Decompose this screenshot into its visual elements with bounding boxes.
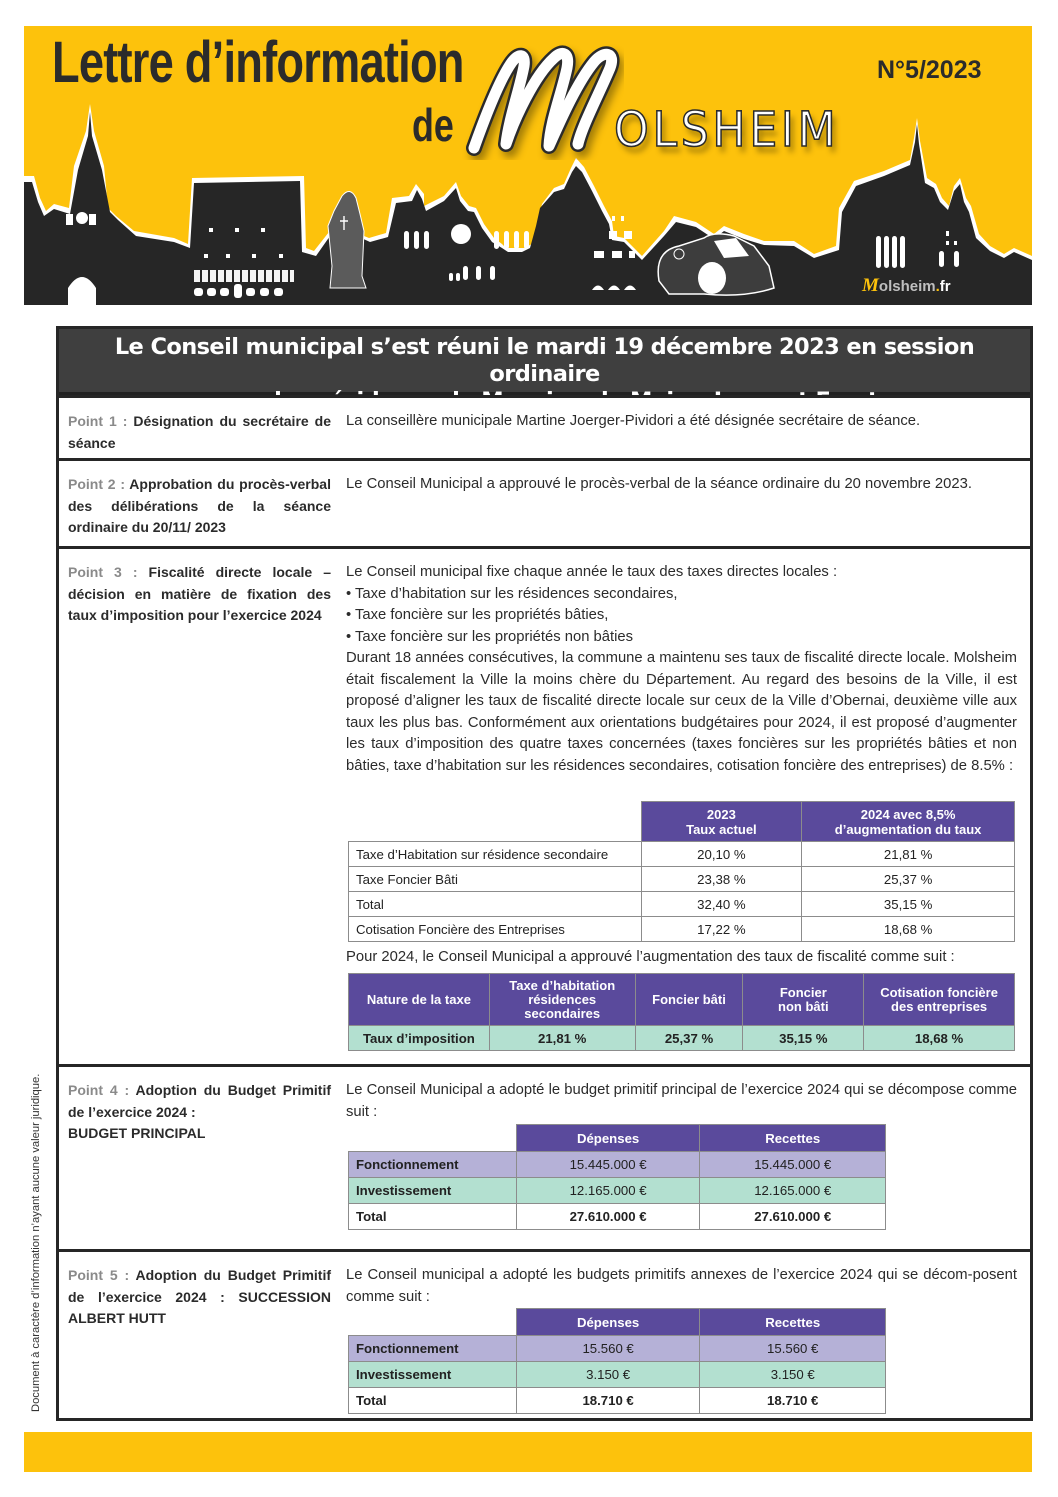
depenses-value: 15.445.000 € bbox=[516, 1152, 700, 1178]
row-label: Taux d’imposition bbox=[349, 1026, 490, 1051]
point-title-sub: BUDGET PRINCIPAL bbox=[68, 1125, 206, 1141]
fiscal-paragraph: Durant 18 années consécutives, la commune a maintenu ses taux de fiscalité directe locale. Molsheim était fiscalement la Ville la moins chère du Département. Au regard des besoins de la Ville, il est proposé d’aligner les taux de fiscalité directe locale sur ceux de la Ville d’Obernai, deuxième ville aux taux les plus bas. Conformément aux orientations budgétaires pour 2024, il est proposé d’augmenter les taux d’imposition des quatre taxes concernées (taxes foncières sur les propriétés bâties et non bâties, taxe d’habitation sur les résidences secondaires, cotisation foncière des entreprises) de 8.5% : bbox=[346, 650, 1017, 774]
point-number: Point 4 : bbox=[68, 1082, 130, 1098]
point-2-label bbox=[68, 474, 331, 539]
session-heading bbox=[59, 329, 1030, 414]
col-header-cfe bbox=[864, 974, 1015, 1026]
point-number: Point 3 : bbox=[68, 564, 138, 580]
table-header-empty bbox=[349, 802, 642, 842]
header-line: des entreprises bbox=[891, 998, 988, 1014]
header-line: Taxe d’habitation bbox=[509, 977, 616, 993]
col-header-recettes: Recettes bbox=[700, 1309, 886, 1336]
point-2-body: Le Conseil Municipal a approuvé le procès-verbal de la séance ordinaire du 20 novembre 2023. bbox=[346, 476, 972, 492]
row-label: Total bbox=[349, 1204, 517, 1230]
rate-2024: 21,81 % bbox=[802, 842, 1015, 867]
header-line: d’augmentation du taux bbox=[834, 821, 982, 837]
rate-2023: 32,40 % bbox=[641, 892, 802, 917]
tax-bullet: • Taxe foncière sur les propriétés non bâties bbox=[346, 627, 1017, 649]
point-1 bbox=[59, 395, 1030, 458]
legal-disclaimer: Document à caractère d’information n’ayant aucune valeur juridique. bbox=[30, 1073, 42, 1412]
row-label: Investissement bbox=[349, 1178, 517, 1204]
table-row bbox=[349, 1026, 1015, 1051]
recettes-value: 15.445.000 € bbox=[700, 1152, 886, 1178]
rate-2023: 17,22 % bbox=[641, 917, 802, 942]
point-5-label bbox=[68, 1265, 331, 1330]
header-line: Taux actuel bbox=[686, 821, 757, 837]
header-line: Cotisation foncière bbox=[880, 984, 998, 1000]
col-header-foncier-non-bati bbox=[743, 974, 864, 1026]
point-4-body: Le Conseil Municipal a adopté le budget primitif principal de l’exercice 2024 qui se décompose comme suit : bbox=[346, 1082, 1017, 1120]
footer-bar bbox=[24, 1432, 1032, 1472]
tax-bullet: • Taxe foncière sur les propriétés bâties, bbox=[346, 605, 1017, 627]
row-label: Fonctionnement bbox=[349, 1336, 517, 1362]
rate-2024: 25,37 % bbox=[802, 867, 1015, 892]
header-line: secondaires bbox=[524, 1005, 601, 1021]
recettes-value: 3.150 € bbox=[700, 1362, 886, 1388]
session-heading-line2: sous la présidence de Monsieur le Maire, Laurent Furst bbox=[210, 388, 879, 414]
point-title: Approbation du procès-verbal des délibérations de la séance ordinaire du 20/11/ 2023 bbox=[68, 476, 331, 535]
point-title: Adoption du Budget Primitif de l’exercice 2024 : SUCCESSION ALBERT HUTT bbox=[68, 1267, 331, 1326]
row-label: Cotisation Foncière des Entreprises bbox=[349, 917, 642, 942]
col-header-habitation bbox=[489, 974, 635, 1026]
point-2 bbox=[59, 458, 1030, 546]
point-number: Point 5 : bbox=[68, 1267, 130, 1283]
rate-value: 35,15 % bbox=[743, 1026, 864, 1051]
recettes-value: 27.610.000 € bbox=[700, 1204, 886, 1230]
approved-tax-rates-table bbox=[348, 973, 1015, 1051]
recettes-value: 12.165.000 € bbox=[700, 1178, 886, 1204]
tax-bullet: • Taxe d’habitation sur les résidences secondaires, bbox=[346, 584, 1017, 606]
rate-value: 18,68 % bbox=[864, 1026, 1015, 1051]
header-line: 2024 avec 8,5% bbox=[860, 806, 956, 822]
table-header-row bbox=[349, 974, 1015, 1026]
rate-2024: 18,68 % bbox=[802, 917, 1015, 942]
table-row bbox=[349, 842, 1015, 867]
table-header-row bbox=[349, 1125, 886, 1152]
depenses-value: 27.610.000 € bbox=[516, 1204, 700, 1230]
depenses-value: 15.560 € bbox=[516, 1336, 700, 1362]
col-header-recettes: Recettes bbox=[700, 1125, 886, 1152]
table-header-row bbox=[349, 802, 1015, 842]
point-1-label bbox=[68, 411, 331, 454]
table-header-empty bbox=[349, 1125, 517, 1152]
recettes-value: 18.710 € bbox=[700, 1388, 886, 1414]
website-link[interactable] bbox=[862, 276, 951, 295]
table-row bbox=[349, 917, 1015, 942]
site-initial: M bbox=[862, 275, 879, 296]
recettes-value: 15.560 € bbox=[700, 1336, 886, 1362]
table-header-row bbox=[349, 1309, 886, 1336]
molsheim-logo-m-icon bbox=[454, 40, 624, 160]
rate-2023: 23,38 % bbox=[641, 867, 802, 892]
table-row bbox=[349, 892, 1015, 917]
header-line: Foncier bbox=[779, 984, 827, 1000]
site-dot: . bbox=[935, 278, 940, 295]
point-4 bbox=[59, 1064, 1030, 1249]
point-3 bbox=[59, 546, 1030, 1064]
masthead-banner bbox=[24, 26, 1032, 305]
rate-value: 21,81 % bbox=[489, 1026, 635, 1051]
site-name: olsheim bbox=[878, 278, 936, 295]
point-5-body: Le Conseil municipal a adopté les budgets primitifs annexes de l’exercice 2024 qui se décom-posent comme suit : bbox=[346, 1267, 1017, 1305]
col-header-2023 bbox=[641, 802, 802, 842]
budget-principal-table bbox=[348, 1124, 886, 1230]
point-number: Point 2 : bbox=[68, 476, 126, 492]
col-header-2024 bbox=[802, 802, 1015, 842]
point-5 bbox=[59, 1249, 1030, 1421]
point-3-label bbox=[68, 562, 331, 627]
point-4-label bbox=[68, 1080, 331, 1145]
point-3-body bbox=[346, 562, 1017, 777]
depenses-value: 18.710 € bbox=[516, 1388, 700, 1414]
point-1-body: La conseillère municipale Martine Joerger-Pividori a été désignée secrétaire de séance. bbox=[346, 413, 921, 429]
row-label: Investissement bbox=[349, 1362, 517, 1388]
rate-2023: 20,10 % bbox=[641, 842, 802, 867]
col-header-foncier-bati: Foncier bâti bbox=[635, 974, 743, 1026]
col-header-depenses: Dépenses bbox=[516, 1125, 700, 1152]
issue-number: N°5/2023 bbox=[877, 56, 982, 84]
table-header-empty bbox=[349, 1309, 517, 1336]
table-row bbox=[349, 867, 1015, 892]
depenses-value: 12.165.000 € bbox=[516, 1178, 700, 1204]
table-row-total bbox=[349, 1204, 886, 1230]
approval-sentence: Pour 2024, le Conseil Municipal a approuvé l’augmentation des taux de fiscalité comme suit : bbox=[346, 949, 955, 965]
budget-succession-table bbox=[348, 1308, 886, 1414]
tax-rates-comparison-table bbox=[348, 801, 1015, 942]
row-label: Taxe d’Habitation sur résidence secondaire bbox=[349, 842, 642, 867]
rate-2024: 35,15 % bbox=[802, 892, 1015, 917]
header-line: résidences bbox=[528, 991, 597, 1007]
table-row bbox=[349, 1178, 886, 1204]
point-title: Adoption du Budget Primitif de l’exercice 2024 : bbox=[68, 1082, 331, 1120]
point-number: Point 1 : bbox=[68, 413, 128, 429]
row-label: Total bbox=[349, 892, 642, 917]
table-row-total bbox=[349, 1388, 886, 1414]
session-heading-line1: Le Conseil municipal s’est réuni le mardi 19 décembre 2023 en session ordinaire bbox=[114, 334, 975, 387]
newsletter-title: Lettre d’information bbox=[52, 30, 464, 95]
rate-value: 25,37 % bbox=[635, 1026, 743, 1051]
row-label: Taxe Foncier Bâti bbox=[349, 867, 642, 892]
council-minutes-frame bbox=[56, 326, 1033, 1421]
site-tld: fr bbox=[939, 278, 951, 295]
col-header-depenses: Dépenses bbox=[516, 1309, 700, 1336]
molsheim-logo-word: OLSHEIM bbox=[614, 102, 840, 158]
header-line: 2023 bbox=[706, 806, 736, 822]
table-row bbox=[349, 1336, 886, 1362]
point-title: Désignation du secrétaire de séance bbox=[68, 413, 331, 451]
table-row bbox=[349, 1152, 886, 1178]
row-label: Fonctionnement bbox=[349, 1152, 517, 1178]
header-line: non bâti bbox=[778, 998, 829, 1014]
col-header-nature: Nature de la taxe bbox=[349, 974, 490, 1026]
newsletter-title-de: de bbox=[412, 99, 454, 151]
table-row bbox=[349, 1362, 886, 1388]
row-label: Total bbox=[349, 1388, 517, 1414]
point-title: Fiscalité directe locale – décision en matière de fixation des taux d’imposition pour l’exercice 2024 bbox=[68, 564, 331, 623]
depenses-value: 3.150 € bbox=[516, 1362, 700, 1388]
fiscal-intro: Le Conseil municipal fixe chaque année le taux des taxes directes locales : bbox=[346, 564, 838, 580]
